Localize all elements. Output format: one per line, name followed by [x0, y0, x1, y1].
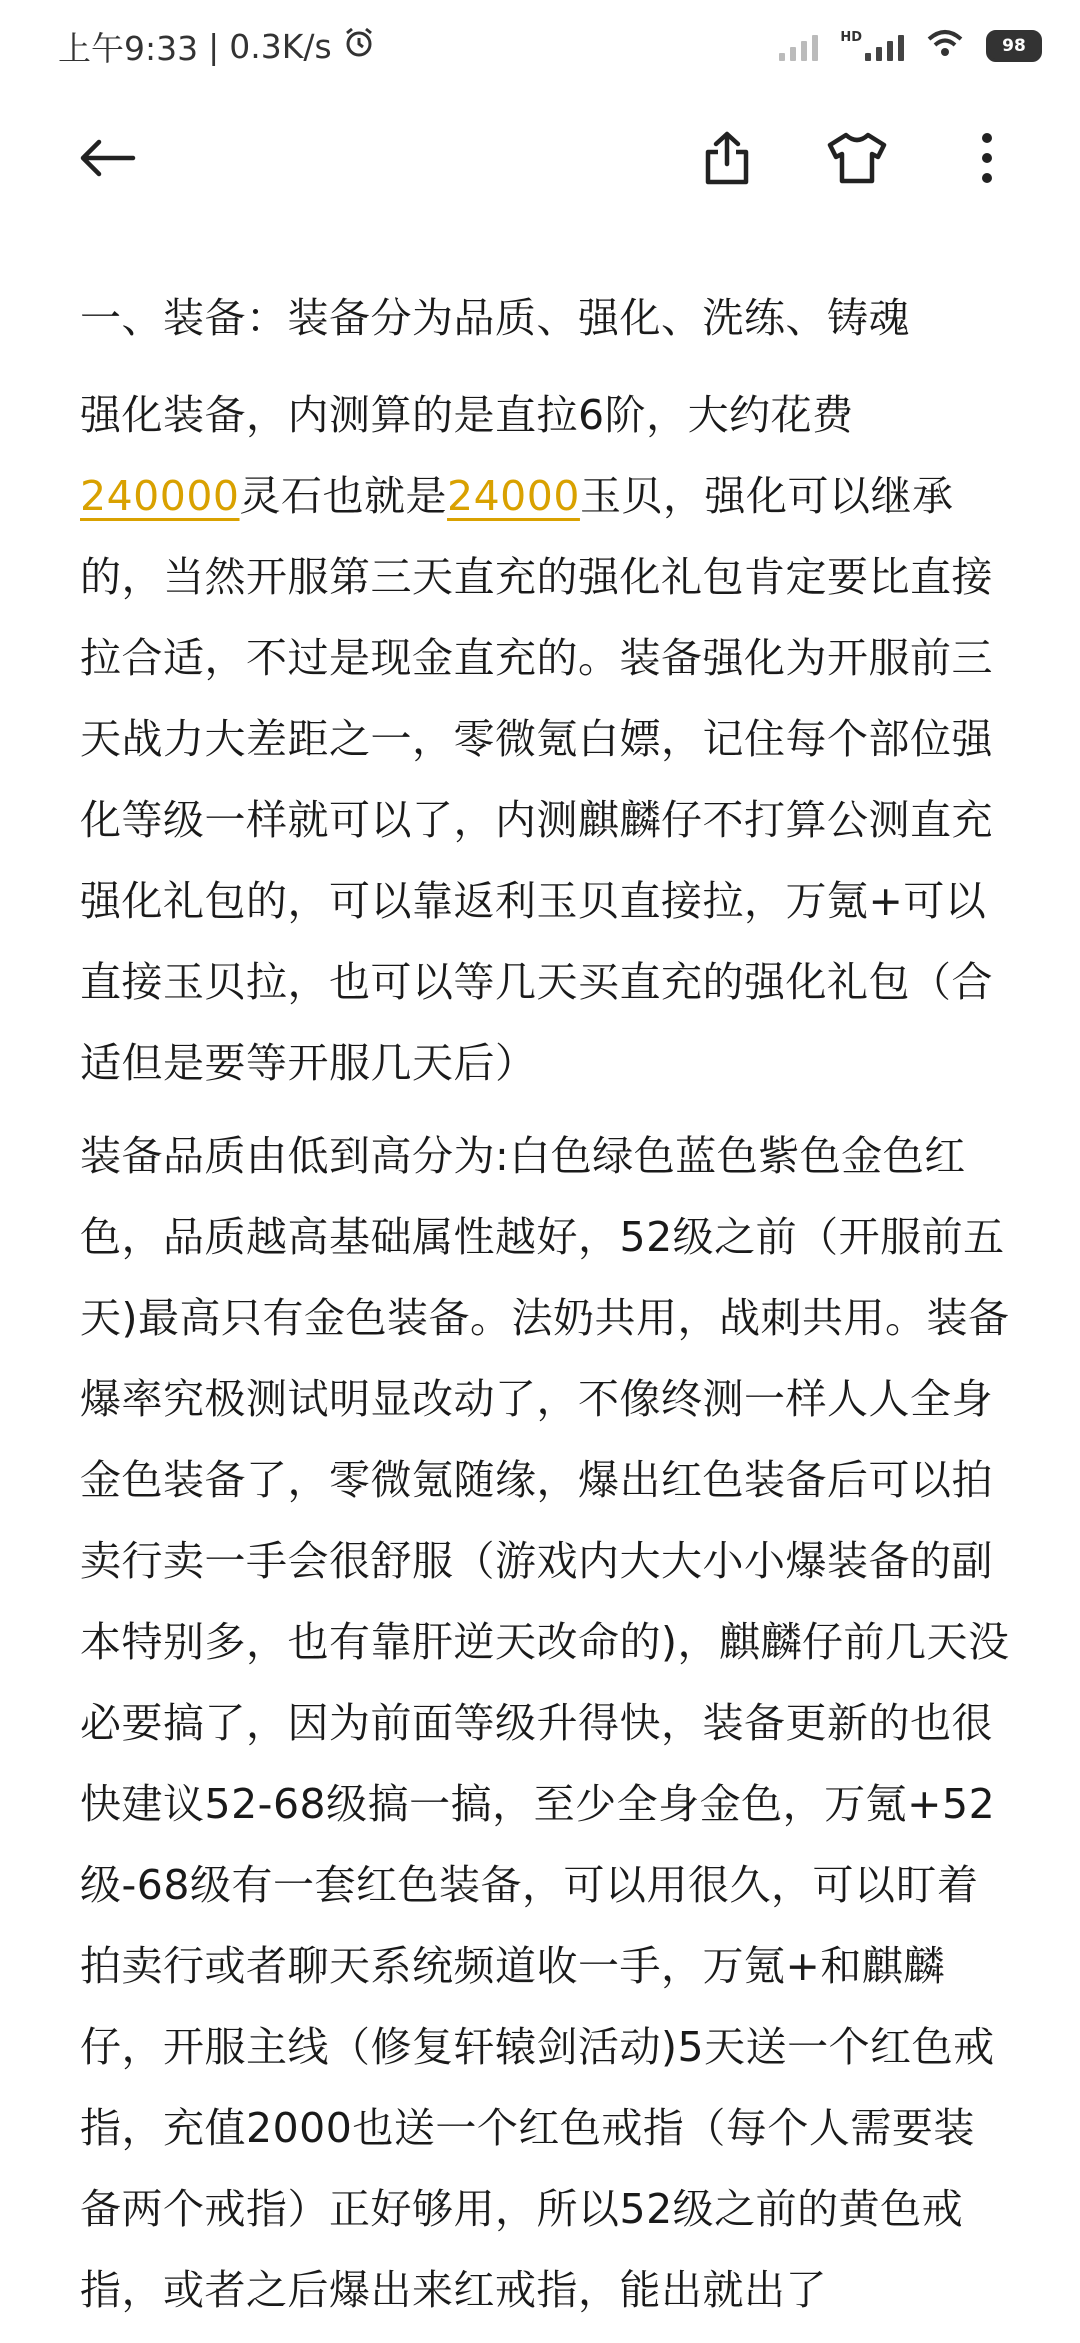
- alarm-icon: [342, 25, 376, 67]
- arrow-left-icon: [77, 138, 137, 182]
- battery-icon: 98: [986, 30, 1042, 62]
- section-heading: 一、装备：装备分为品质、强化、洗练、铸魂: [80, 294, 910, 342]
- highlight-link[interactable]: 24000: [447, 472, 580, 520]
- share-button[interactable]: [692, 125, 762, 195]
- wifi-icon: [926, 27, 964, 66]
- signal-sim1-icon: [779, 31, 818, 61]
- more-button[interactable]: [952, 125, 1022, 195]
- clock: 上午9:33: [58, 28, 199, 68]
- paragraph-text: 强化装备，内测算的是直拉6阶，大约花费: [80, 391, 854, 439]
- network-speed: 0.3K/s: [229, 26, 332, 66]
- paragraph-strengthen: [80, 375, 1010, 1104]
- paragraph-text: 灵石也就是: [239, 472, 448, 520]
- toolbar: [0, 110, 1080, 210]
- share-icon: [702, 130, 752, 190]
- back-button[interactable]: [72, 125, 142, 195]
- status-left: [58, 23, 376, 70]
- more-vertical-icon: [980, 132, 994, 188]
- article-body: [80, 278, 1010, 2343]
- paragraph-text: 玉贝，强化可以继承的，当然开服第三天直充的强化礼包肯定要比直接拉合适，不过是现金直充的。装备强化为开服前三天战力大差距之一，零微氪白嫖，记住每个部位强化等级一样就可以了，内测麒麟仔不打算公测直充强化礼包的，可以靠返利玉贝直接拉，万氪+可以直接玉贝拉，也可以等几天买直充的强化礼包（合适但是要等开服几天后）: [80, 472, 993, 1087]
- status-right: [779, 27, 1042, 66]
- separator: |: [208, 26, 220, 66]
- paragraph-quality: 装备品质由低到高分为:白色绿色蓝色紫色金色红色，品质越高基础属性越好，52级之前（开服前五天)最高只有金色装备。法奶共用，战刺共用。装备爆率究极测试明显改动了，不像终测一样人人全身金色装备了，零微氪随缘，爆出红色装备后可以拍卖行卖一手会很舒服（游戏内大大小小爆装备的副本特别多，也有靠肝逆天改命的)，麒麟仔前几天没必要搞了，因为前面等级升得快，装备更新的也很快建议52-68级搞一搞，至少全身金色，万氪+52级-68级有一套红色装备，可以用很久，可以盯着拍卖行或者聊天系统频道收一手，万氪+和麒麟仔，开服主线（修复轩辕剑活动)5天送一个红色戒指，充值2000也送一个红色戒指（每个人需要装备两个戒指）正好够用，所以52级之前的黄色戒指，或者之后爆出来红戒指，能出就出了: [80, 1132, 1010, 2314]
- signal-sim2-icon: HD: [840, 31, 904, 61]
- highlight-link[interactable]: 240000: [80, 472, 240, 520]
- status-bar: [0, 0, 1080, 92]
- theme-button[interactable]: [822, 125, 892, 195]
- tshirt-icon: [826, 131, 888, 189]
